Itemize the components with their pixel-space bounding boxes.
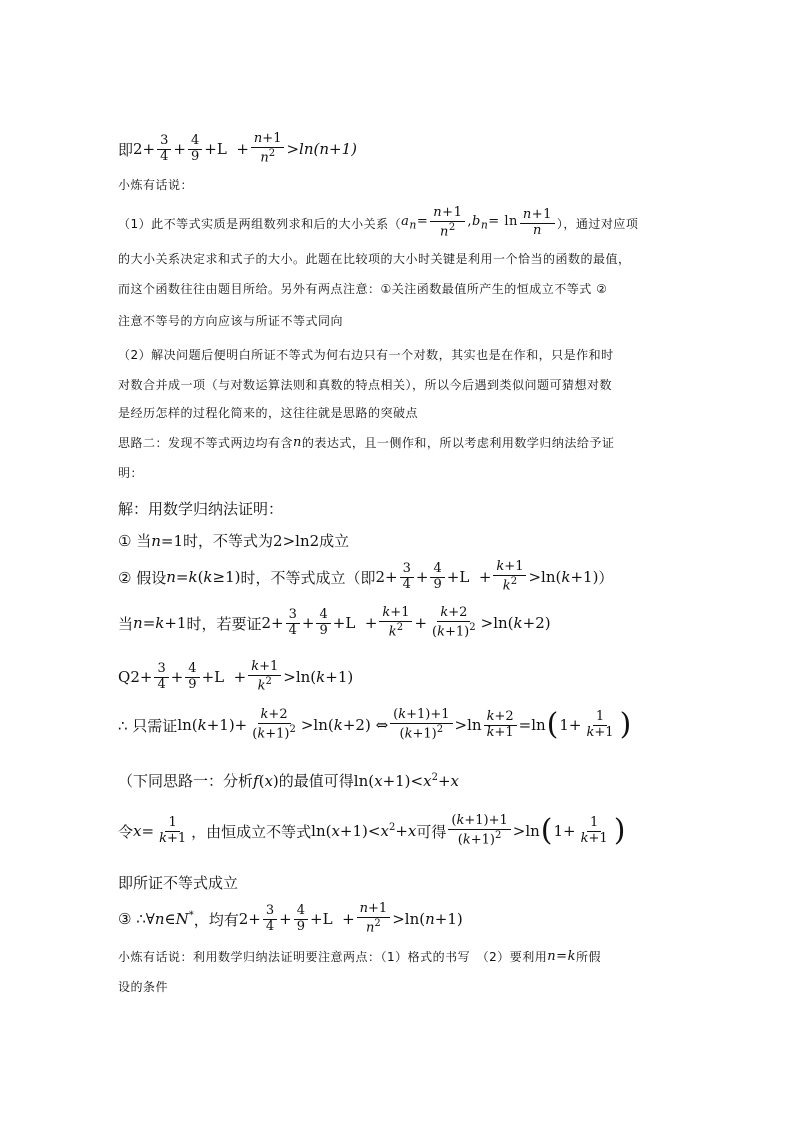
fraction: $\frac{1}{k+1}$	[580, 814, 608, 846]
header-inequality: 即 2+ $\frac{3}{4}$ + $\frac{4}{9}$ +L + $\frac{n+1}{n^2}$ > ln(n+1)	[118, 131, 357, 166]
note1-p1-line2: 的大小关系决定求和式子的大小。此题在比较项的大小时关键是利用一个恰当的函数的最值，	[118, 252, 631, 266]
fraction: $\frac{n+1}{n^2}$	[251, 132, 285, 166]
fraction: $\frac{k+1}{k^2}$	[248, 660, 281, 694]
fraction: $\frac{n+1}{n^2}$	[430, 206, 465, 240]
note1-p2-line3: 是经历怎样的过程化简来的，这往往就是思路的突破点	[118, 406, 419, 420]
step8: 即所证不等式成立	[118, 874, 239, 892]
note1-title: 小炼有话说：	[118, 178, 194, 192]
fraction: $\frac{1}{k+1}$	[586, 708, 614, 740]
fraction: $\frac{4}{9}$	[430, 562, 444, 593]
fraction: $\frac{3}{4}$	[154, 662, 168, 693]
note1-p1-line4: 注意不等号的方向应该与所证不等式同向	[118, 314, 344, 328]
note1-p1-line1: （1）此不等式实质是两组数列求和后的大小关系（ $a_n=$ $\frac{n+1}{n^2}$ $,b_n= \ln$ $\frac{n+1}{n}$ ），通过对应项	[118, 205, 639, 240]
fraction: $\frac{k+1}{k^2}$	[493, 560, 526, 594]
step7: 令 x= $\frac{1}{k+1}$ ，由恒成立不等式 $\ln(x+1)<x^2+x$ 可得 $\frac{(k+1)+1}{(k+1)^2}$ >ln ( 1+ $\frac{1}{k+1}$ )	[118, 813, 626, 849]
ji-label: 即	[118, 140, 134, 159]
solution-title: 解：用数学归纳法证明：	[118, 500, 284, 518]
fraction: $\frac{k+2}{(k+1)^2}$	[252, 707, 296, 742]
fraction: $\frac{n+1}{n}$	[520, 208, 555, 239]
step2: ② 假设 n=k(k≥1) 时，不等式成立（即 2+ $\frac{3}{4}$ + $\frac{4}{9}$ +L + $\frac{k+1}{k^2}$ >ln(k+1) ）	[118, 559, 614, 594]
fraction: $\frac{4}{9}$	[188, 134, 202, 165]
note1-p1-line3: 而这个函数往往由题目所给。另外有两点注意：①关注函数最值所产生的恒成立不等式 ②	[118, 282, 608, 296]
fraction: $\frac{(k+1)+1}{(k+1)^2}$	[390, 708, 452, 742]
step9: ③ ∴ ∀n∈N* ，均有 2+ $\frac{3}{4}$ + $\frac{4}{9}$ +L + $\frac{n+1}{n^2}$ >ln(n+1)	[118, 901, 463, 936]
step3: 当 n=k+1 时，若要证 2+ $\frac{3}{4}$ + $\frac{4}{9}$ +L + $\frac{k+1}{k^2}$ + $\frac{k+2}{(k+1)^2}$ >ln(k+2)	[118, 605, 551, 640]
fraction: $\frac{4}{9}$	[316, 608, 330, 639]
fraction: $\frac{3}{4}$	[400, 562, 414, 593]
fraction: $\frac{1}{k+1}$	[159, 814, 187, 846]
fraction: $\frac{k+2}{(k+1)^2}$	[432, 605, 476, 640]
step4: Q 2+ $\frac{3}{4}$ + $\frac{4}{9}$ +L + $\frac{k+1}{k^2}$ >ln(k+1)	[118, 659, 354, 694]
fraction: $\frac{4}{9}$	[185, 662, 199, 693]
fraction: $\frac{k+2}{k+1}$	[484, 710, 517, 741]
note1-p2-line2: 对数合并成一项（与对数运算法则和真数的特点相关），所以今后遇到类似问题可猜想对数	[118, 378, 613, 392]
step5: ∴ 只需证 ln(k+1)+ $\frac{k+2}{(k+1)^2}$ >ln(k+2) ⇔ $\frac{(k+1)+1}{(k+1)^2}$ >ln $\frac{k+2}{k+1}$ =ln ( 1+ $\frac{1}{k+1}$ )	[118, 707, 632, 743]
idea2-line1: 思路二：发现不等式两边均有含 n 的表达式，且一侧作和，所以考虑利用数学归纳法给予证	[118, 435, 615, 450]
idea2-line2: 明：	[118, 466, 144, 480]
note2-line1: 小炼有话说：利用数学归纳法证明要注意两点：（1）格式的书写 （2）要利用 n=k 所假	[118, 949, 601, 964]
ln-expression: ln(n+1)	[299, 140, 357, 159]
fraction: $\frac{3}{4}$	[157, 134, 171, 165]
step6: （下同思路一：分析 f(x) 的最值可得 $\ln(x+1)<x^2+x$	[118, 771, 459, 790]
fraction: $\frac{k+1}{k^2}$	[379, 606, 412, 640]
fraction: $\frac{3}{4}$	[286, 608, 300, 639]
fraction: $\frac{4}{9}$	[294, 904, 308, 935]
fraction: $\frac{(k+1)+1}{(k+1)^2}$	[448, 814, 510, 848]
step1: ① 当 n=1 时，不等式为 2>ln2 成立	[118, 531, 350, 550]
note1-p2-line1: （2）解决问题后便明白所证不等式为何右边只有一个对数，其实也是在作和，只是作和时	[118, 348, 614, 362]
fraction: $\frac{3}{4}$	[263, 904, 277, 935]
note2-line2: 设的条件	[118, 980, 169, 994]
fraction: $\frac{n+1}{n^2}$	[357, 902, 391, 936]
